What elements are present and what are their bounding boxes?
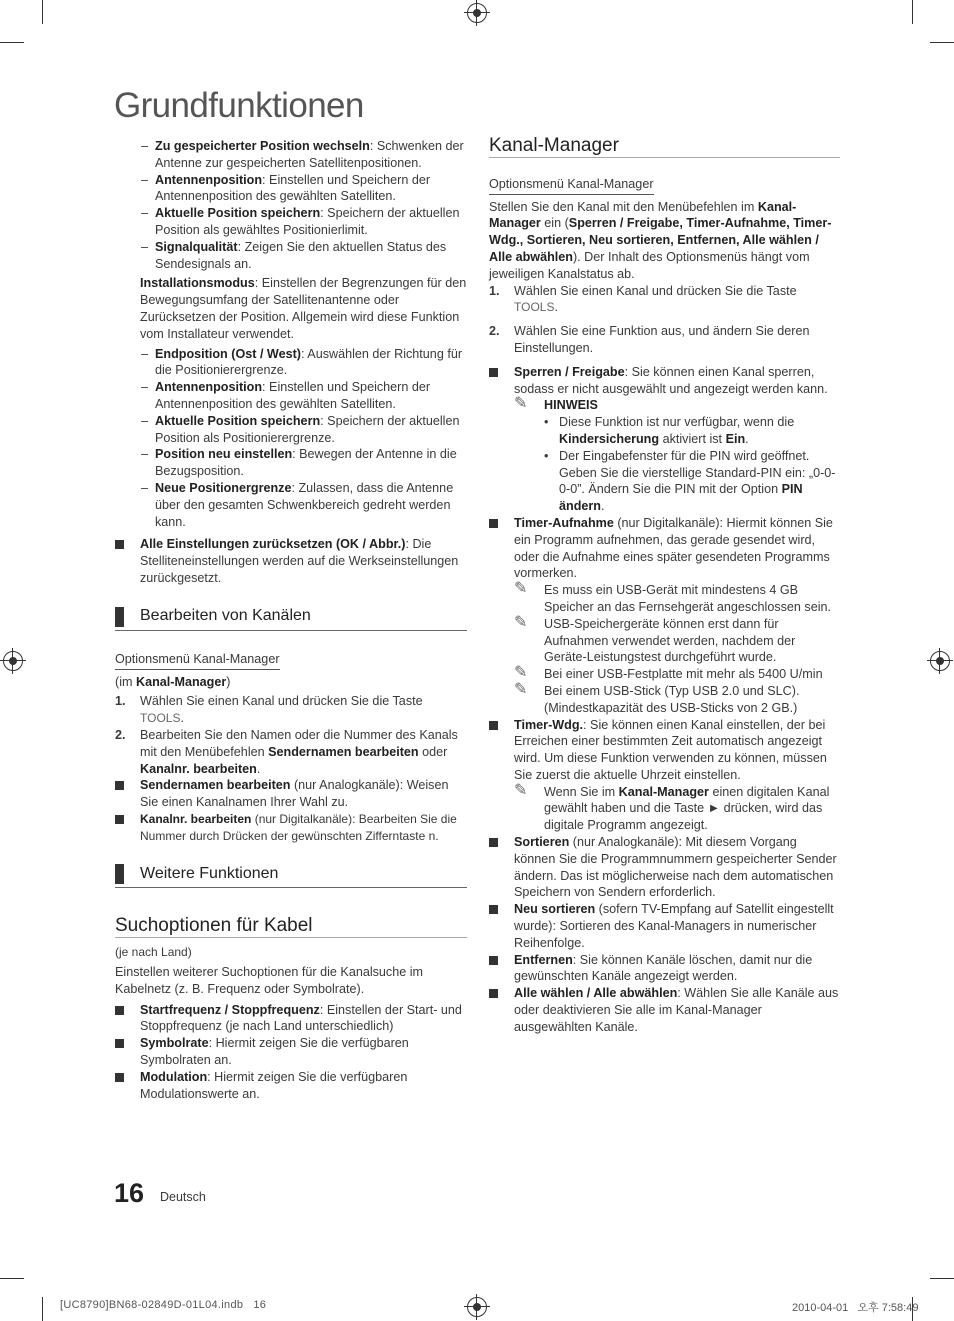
crop-mark (42, 0, 43, 24)
list-item: Startfrequenz / Stoppfrequenz: Einstellen der Start- und Stoppfrequenz (je nach Land unterschiedlich) (115, 1002, 467, 1036)
reset-item: Alle Einstellungen zurücksetzen (OK / Abbr.): Die Stelliteneinstellungen werden auf die Werkseinstellungen zurückgesetzt. (115, 536, 467, 586)
crop-mark (42, 1297, 43, 1321)
section-heading-weitere: Weitere Funktionen (115, 864, 467, 888)
note-item: ✎ Bei einem USB-Stick (Typ USB 2.0 und SLC). (Mindestkapazität des USB-Sticks von 2 GB.) (514, 680, 800, 715)
note-pencil-icon: ✎ (514, 680, 528, 698)
right-column (489, 135, 840, 1036)
registration-mark-icon (467, 3, 487, 23)
heading-kanal-manager: Kanal-Manager (489, 138, 840, 158)
options-menu-label: Optionsmenü Kanal-Manager (115, 651, 280, 670)
note-pencil-icon: ✎ (514, 664, 528, 682)
note-pencil-icon: ✎ (514, 580, 528, 598)
list-item: Sendernamen bearbeiten (nur Analogkanäle): Weisen Sie einen Kanalnamen Ihrer Wahl zu. (115, 777, 467, 811)
hinweis-note: ✎ HINWEIS (514, 395, 598, 413)
list-item: Timer-Wdg.: Sie können einen Kanal einstellen, der bei Erreichen einer bestimmten Zeit automatisch angezeigt wird. Um diese Funktion verwenden zu können, müssen Sie zuerst die aktuelle Uhrzeit einstellen. (489, 717, 840, 784)
dash-list (115, 346, 467, 531)
page-number: 16 (114, 1178, 145, 1208)
list-item: – Signalqualität: Zeigen Sie den aktuellen Status des Sendesignals an. (115, 239, 467, 273)
print-date-info: 2010-04-01 오후 7:58:49 (792, 1302, 919, 1314)
crop-mark (0, 42, 24, 43)
km-intro: Stellen Sie den Kanal mit den Menübefehlen im Kanal-Manager ein (Sperren / Freigabe, Timer-Aufnahme, Timer-Wdg., Sortieren, Neu sortieren, Entfernen, Alle wählen / Alle abwählen). Der Inhalt des Optionsmenüs hängt vom jeweiligen Kanalstatus ab. (489, 199, 832, 281)
registration-mark-icon (930, 651, 950, 671)
step-1: 1. Wählen Sie einen Kanal und drücken Sie die Taste TOOLS. (115, 694, 423, 726)
page-title: Grundfunktionen (114, 86, 364, 125)
list-item: Entfernen: Sie können Kanäle löschen, damit nur die gewünschten Kanäle angezeigt werden. (489, 952, 840, 986)
list-item: – Neue Positionergrenze: Zulassen, dass die Antenne über den gesamten Schwenkbereich gedreht werden kann. (115, 480, 467, 530)
list-item: Neu sortieren (sofern TV-Empfang auf Satellit eingestellt wurde): Sortieren des Kanal-Managers in numerischer Reihenfolge. (489, 901, 840, 951)
list-item: Sperren / Freigabe: Sie können einen Kanal sperren, sodass er nicht ausgewählt und angezeigt werden kann. (489, 364, 840, 398)
note-item: ✎ Es muss ein USB-Gerät mit mindestens 4 GB Speicher an das Fernsehgerät angeschlossen sein. (514, 580, 832, 614)
list-item: Sortieren (nur Analogkanäle): Mit diesem Vorgang können Sie die Programmnummern gespeicherter Sender ändern. Das ist möglicherweise nach dem automatischen Speichern von Sendern erforderlich. (489, 834, 840, 901)
list-item: – Aktuelle Position speichern: Speichern der aktuellen Position als gewähltes Positionierlimit. (115, 205, 467, 239)
note-pencil-icon: ✎ (514, 781, 528, 799)
bullet-item: • Diese Funktion ist nur verfügbar, wenn die Kindersicherung aktiviert ist Ein. (489, 414, 840, 448)
im-kanal-manager: (im Kanal-Manager) (115, 674, 231, 689)
crop-mark (0, 1278, 24, 1279)
list-item: – Antennenposition: Einstellen und Speichern der Antennenposition des gewählten Satelliten. (115, 172, 467, 206)
list-item: Kanalnr. bearbeiten (nur Digitalkanäle): Bearbeiten Sie die Nummer durch Drücken der gewünschten Zifferntaste n. (115, 811, 467, 845)
print-file-info: [UC8790]BN68-02849D-01L04.indb 16 (60, 1299, 267, 1311)
step-2: 2. Wählen Sie eine Funktion aus, und ändern Sie deren Einstellungen. (489, 324, 810, 355)
bullet-item: • Der Eingabefenster für die PIN wird geöffnet. Geben Sie die vierstellige Standard-PIN ein: „0-0-0-0”. Ändern Sie die PIN mit der Option PIN ändern. (489, 448, 840, 515)
list-item: Modulation: Hiermit zeigen Sie die verfügbaren Modulationswerte an. (115, 1069, 467, 1103)
list-item: – Position neu einstellen: Bewegen der Antenne in die Bezugsposition. (115, 446, 467, 480)
step-2: 2. Bearbeiten Sie den Namen oder die Nummer des Kanals mit den Menübefehlen Sendernamen bearbeiten oder Kanalnr. bearbeiten. (115, 727, 458, 776)
list-item: Timer-Aufnahme (nur Digitalkanäle): Hiermit können Sie ein Programm aufnehmen, das gerade gesendet wird, oder die Aufnahme eines später gesendeten Programms vormerken. (489, 515, 840, 582)
registration-mark-icon (467, 1297, 487, 1317)
heading-suchoptionen: Suchoptionen für Kabel (115, 918, 467, 938)
heading-bar-icon (115, 607, 124, 627)
note-item: ✎ Wenn Sie im Kanal-Manager einen digitalen Kanal gewählt haben und die Taste ► drücken, wird das digitale Programm angezeigt. (514, 781, 830, 833)
registration-mark-icon (3, 651, 23, 671)
step-1: 1. Wählen Sie einen Kanal und drücken Sie die Taste TOOLS. (489, 283, 797, 315)
crop-mark (930, 42, 954, 43)
kabel-intro: Einstellen weiterer Suchoptionen für die Kanalsuche im Kabelnetz (z. B. Frequenz oder Symbolrate). (115, 965, 424, 996)
heading-bar-icon (115, 864, 124, 884)
list-item: Symbolrate: Hiermit zeigen Sie die verfügbaren Symbolraten an. (115, 1035, 467, 1069)
note-pencil-icon: ✎ (514, 395, 528, 413)
note-item: ✎ Bei einer USB-Festplatte mit mehr als 5400 U/min (514, 664, 823, 682)
list-item: – Zu gespeicherter Position wechseln: Schwenken der Antenne zur gespeicherten Satellitenpositionen. (115, 138, 467, 172)
list-item: – Antennenposition: Einstellen und Speichern der Antennenposition des gewählten Satelliten. (115, 379, 467, 413)
installationsmodus-paragraph: Installationsmodus: Einstellen der Begrenzungen für den Bewegungsumfang der Satellitenantenne oder Zurücksetzen der Position. Allgemein wird diese Funktion vom Installateur verwendet. (140, 276, 467, 341)
dash-list (115, 138, 467, 272)
crop-mark (930, 1278, 954, 1279)
list-item: – Endposition (Ost / West): Auswählen der Richtung für die Positionierergrenze. (115, 346, 467, 380)
je-nach-land: (je nach Land) (115, 945, 192, 960)
left-column (115, 138, 467, 1102)
note-item: ✎ USB-Speichergeräte können erst dann für Aufnahmen verwendet werden, nachdem der Geräte-Leistungstest durchgeführt wurde. (514, 613, 796, 665)
list-item: – Aktuelle Position speichern: Speichern der aktuellen Position als Positionierergrenze. (115, 413, 467, 447)
options-menu-label: Optionsmenü Kanal-Manager (489, 176, 654, 195)
page-language: Deutsch (160, 1190, 206, 1204)
list-item: Alle wählen / Alle abwählen: Wählen Sie alle Kanäle aus oder deaktivieren Sie alle im Kanal-Manager ausgewählten Kanäle. (489, 985, 840, 1035)
note-pencil-icon: ✎ (514, 613, 528, 631)
section-heading-bearbeiten: Bearbeiten von Kanälen (115, 607, 467, 631)
crop-mark (912, 0, 913, 24)
